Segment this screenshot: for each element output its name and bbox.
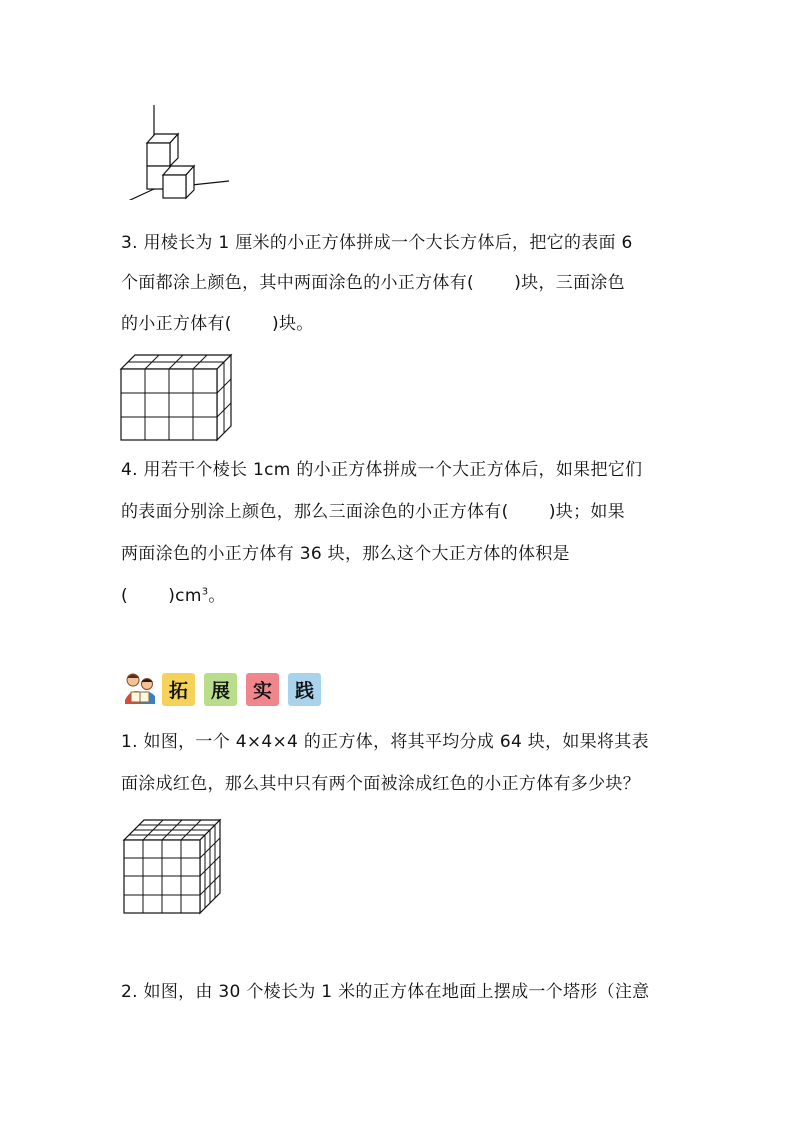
q4-line-4 <box>121 586 226 606</box>
reading-children-icon <box>121 670 159 708</box>
q4-line-1: 4. 用若干个棱长 1cm 的小正方体拼成一个大正方体后，如果把它们 <box>121 460 643 480</box>
stacked-cubes-figure <box>118 100 238 200</box>
q4-line-2: 的表面分别涂上颜色，那么三面涂色的小正方体有( )块；如果 <box>121 502 625 522</box>
p1-line-2: 面涂成红色，那么其中只有两个面被涂成红色的小正方体有多少块？ <box>121 774 640 794</box>
q4-line-3: 两面涂色的小正方体有 36 块，那么这个大正方体的体积是 <box>121 544 570 564</box>
p2-line-1: 2. 如图，由 30 个棱长为 1 米的正方体在地面上摆成一个塔形（注意 <box>121 982 650 1002</box>
q3-line-2: 个面都涂上颜色，其中两面涂色的小正方体有( )块，三面涂色 <box>121 273 625 293</box>
q3-line-1: 3. 用棱长为 1 厘米的小正方体拼成一个大长方体后，把它的表面 6 <box>121 233 633 253</box>
p1-line-1: 1. 如图，一个 4×4×4 的正方体，将其平均分成 64 块，如果将其表 <box>121 732 649 752</box>
section-badge-4: 践 <box>288 673 321 706</box>
cubic-superscript: 3 <box>201 586 209 598</box>
cuboid-figure <box>118 350 236 442</box>
section-badge-2: 展 <box>204 673 237 706</box>
q4-line-end: 。 <box>208 586 226 606</box>
section-badge-1: 拓 <box>162 673 195 706</box>
section-badge-3: 实 <box>246 673 279 706</box>
q3-line-3: 的小正方体有( )块。 <box>121 314 314 334</box>
cube-4x4x4-figure <box>120 815 224 917</box>
q4-answer-blank: ( )cm <box>121 586 202 606</box>
